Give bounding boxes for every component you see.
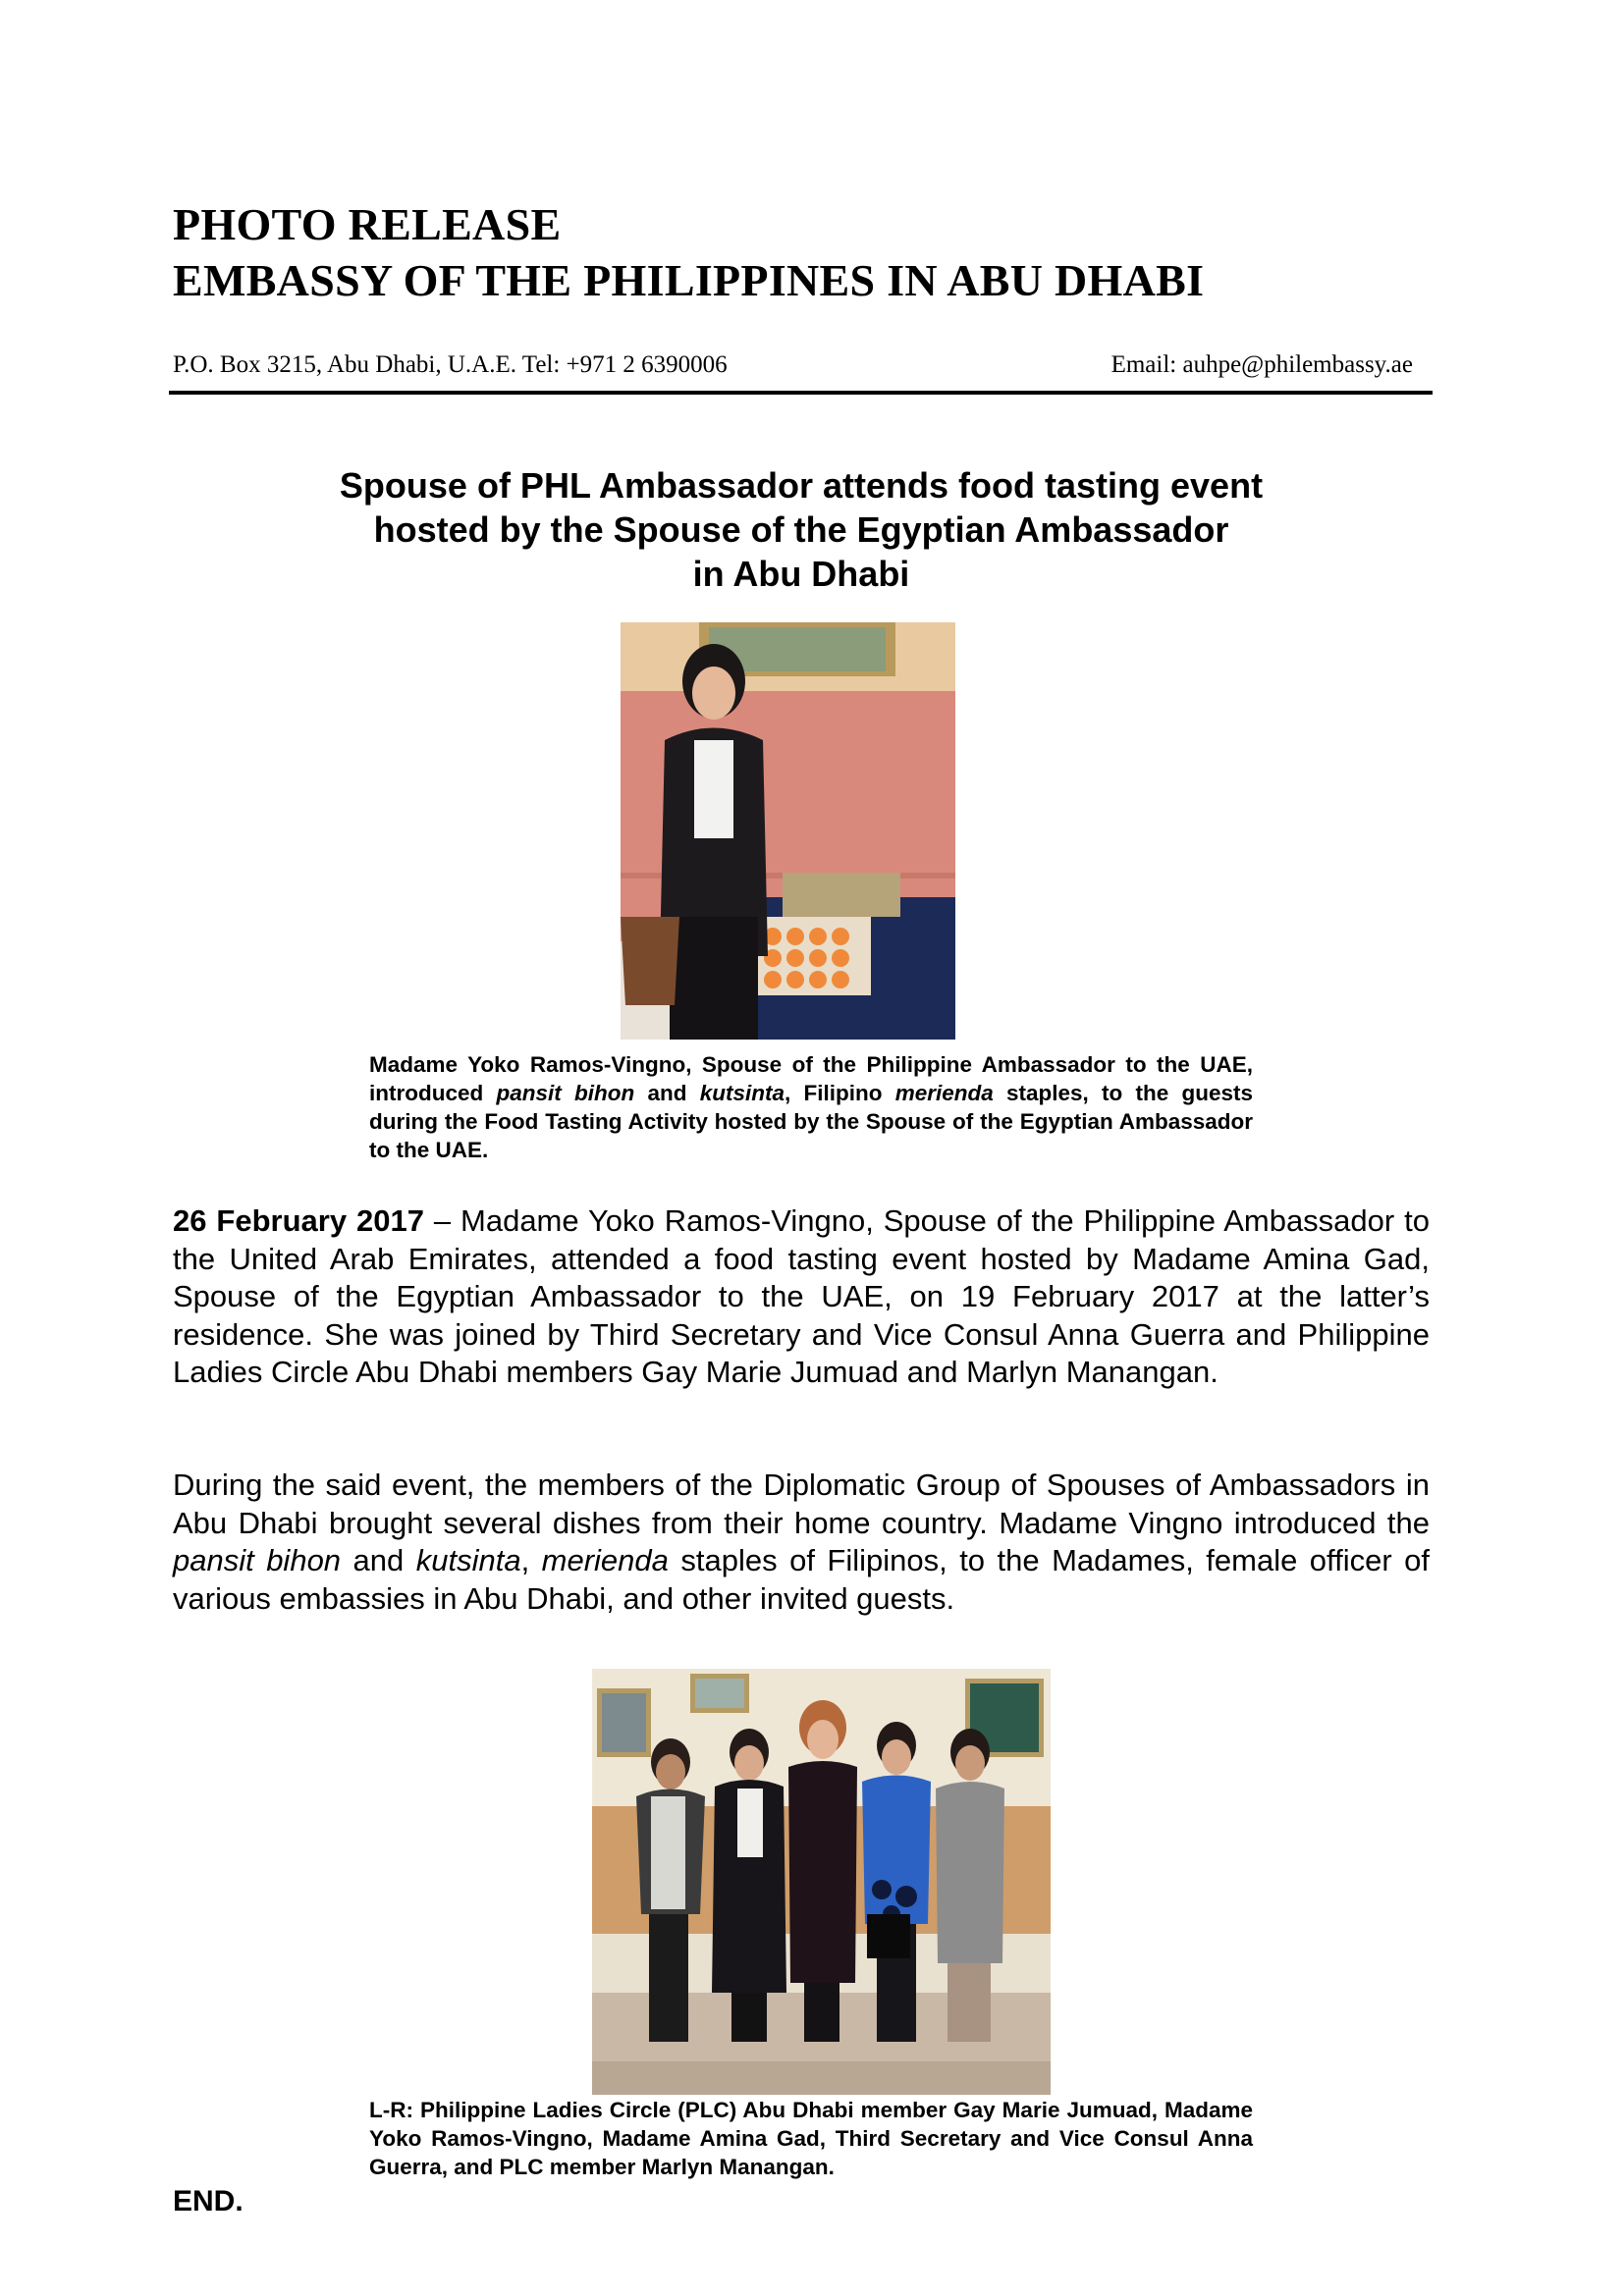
contact-line [173,351,1413,379]
photo-group-image [592,1669,1051,2095]
body-paragraph-2 [173,1467,1430,1618]
photo-food-tasting-image [621,622,955,1040]
email-text: Email: auhpe@philembassy.ae [1110,351,1413,378]
body-paragraph-1 [173,1202,1430,1392]
photo-food-tasting [621,622,955,1040]
caption-text: Madame Yoko Ramos-Vingno, Spouse of the Philippine Ambassador to the UAE, introduced [369,1052,1253,1105]
paragraph-text: During the said event, the members of the Diplomatic Group of Spouses of Ambassadors in Abu Dhabi brought several dishes from their home country. Madame Vingno introduced the [173,1468,1430,1540]
paragraph-text: and [341,1543,416,1577]
paragraph-italic: pansit bihon [173,1543,342,1577]
header-divider [169,391,1433,395]
address-text: P.O. Box 3215, Abu Dhabi, U.A.E. Tel: +971 2 6390006 [173,351,728,378]
caption-italic: merienda [894,1081,994,1105]
headline-line-2: hosted by the Spouse of the Egyptian Ambassador [373,509,1229,550]
embassy-name: EMBASSY OF THE PHILIPPINES IN ABU DHABI [173,255,1205,305]
release-title: PHOTO RELEASE [173,199,562,249]
paragraph-italic: kutsinta [415,1543,521,1577]
paragraph-text: – Madame Yoko Ramos-Vingno, Spouse of the Philippine Ambassador to the United Arab Emirates, attended a food tasting event hosted by Madame Amina Gad, Spouse of the Egyptian Ambassador to the UAE, on 19 February 2017 at the latter’s residence. She was joined by Third Secretary and Vice Consul Anna Guerra and Philippine Ladies Circle Abu Dhabi members Gay Marie Jumuad and Marlyn Manangan. [173,1203,1430,1389]
release-header [173,196,1449,308]
end-marker: END. [173,2185,244,2217]
paragraph-italic: merienda [541,1543,669,1577]
headline-line-3: in Abu Dhabi [692,554,910,594]
caption-italic: kutsinta [699,1081,785,1105]
photo-food-tasting-caption [369,1050,1253,1164]
dateline: 26 February 2017 [173,1203,424,1238]
headline [173,463,1430,596]
caption-text: , Filipino [784,1081,895,1105]
paragraph-text: , [520,1543,542,1577]
caption-text: staples, to the guests during the Food Tasting Activity hosted by the Spouse of the Egyptian Ambassador to the UAE. [369,1081,1254,1162]
photo-group-caption: L-R: Philippine Ladies Circle (PLC) Abu Dhabi member Gay Marie Jumuad, Madame Yoko Ramos-Vingno, Madame Amina Gad, Third Secretary and Vice Consul Anna Guerra, and PLC member Marlyn Manangan. [369,2098,1253,2179]
headline-line-1: Spouse of PHL Ambassador attends food tasting event [339,465,1264,506]
caption-text: and [634,1081,700,1105]
caption-italic: pansit bihon [496,1081,635,1105]
paragraph-text: staples of Filipinos, to the Madames, female officer of various embassies in Abu Dhabi, and other invited guests. [173,1543,1430,1616]
photo-group [592,1669,1051,2095]
